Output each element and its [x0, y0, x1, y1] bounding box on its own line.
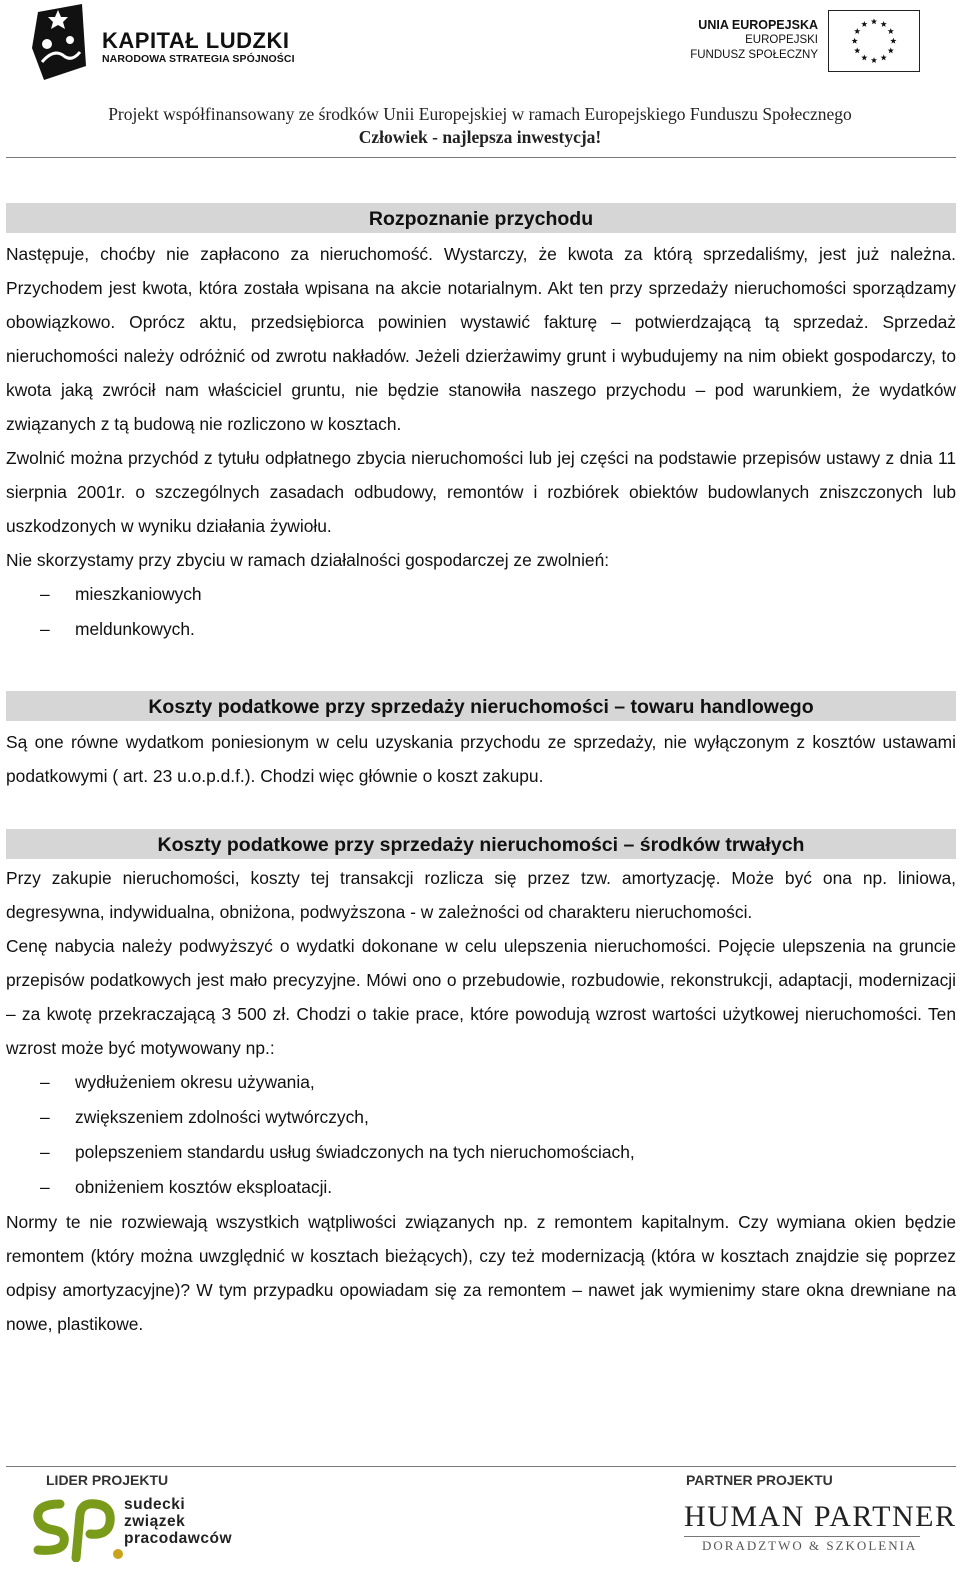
footer-divider	[6, 1466, 956, 1467]
sudecki-zwiazek-logo-icon	[30, 1494, 126, 1562]
logo-subtitle: NARODOWA STRATEGIA SPÓJNOŚCI	[102, 53, 295, 65]
dash-bullet-icon: –	[40, 1177, 50, 1197]
paragraph: Normy te nie rozwiewają wszystkich wątpliwości związanych np. z remontem kapitalnym. Czy wymiana okien będzie remontem (który można uwzględnić w kosztach bieżących), czy też modernizacją (która w kosztach znajdzie się poprzez odpisy amortyzacyjne)? W tym przypadku opowiadam się za remontem – nawet jak wymienimy stare okna drewniane na nowe, plastikowe.	[6, 1212, 956, 1334]
leader-label: LIDER PROJEKTU	[46, 1472, 169, 1488]
section-heading-goods: Koszty podatkowe przy sprzedaży nieruchomości – towaru handlowego	[6, 691, 956, 721]
eu-star-icon	[888, 47, 894, 53]
list-item-text: mieszkaniowych	[75, 584, 202, 604]
eu-star-icon	[854, 28, 860, 34]
partner-name: HUMAN PARTNER	[684, 1500, 957, 1533]
eu-star-icon	[861, 54, 867, 60]
eu-star-icon	[881, 21, 887, 27]
list-item-text: zwiększeniem zdolności wytwórczych,	[75, 1107, 369, 1127]
paragraph: Cenę nabycia należy podwyższyć o wydatki dokonane w celu ulepszenia nieruchomości. Pojęcie ulepszenia na gruncie przepisów podatkowych jest mało precyzyjne. Mówi ono o przebudowie, rozbudowie, rekonstrukcji, adaptacji, modernizacji – za kwotę przekraczającą 3 500 zł. Chodzi o takie prace, które powodują wzrost wartości użytkowej nieruchomości. Ten wzrost może być motywowany np.:	[6, 936, 956, 1058]
paragraph: Zwolnić można przychód z tytułu odpłatnego zbycia nieruchomości lub jej części na podstawie przepisów ustawy z dnia 11 sierpnia 2001r. o szczególnych zasadach odbudowy, remontów i rozbiórek obiektów budowlanych zniszczonych lub uszkodzonych w wyniku działania żywiołu.	[6, 448, 956, 536]
document-body	[6, 203, 956, 1341]
project-slogan: Człowiek - najlepsza inwestycja!	[358, 127, 602, 147]
list-item-text: meldunkowych.	[75, 619, 195, 639]
list-item	[6, 1170, 956, 1205]
paragraph: Nie skorzystamy przy zbyciu w ramach działalności gospodarczej ze zwolnień:	[6, 550, 610, 570]
section-heading-revenue: Rozpoznanie przychodu	[6, 203, 956, 233]
dash-bullet-icon: –	[40, 1142, 50, 1162]
eu-star-icon	[861, 21, 867, 27]
kapital-ludzki-logo-icon	[30, 4, 90, 80]
list-item-text: polepszeniem standardu usług świadczonych na tych nieruchomościach,	[75, 1142, 635, 1162]
improvement-list	[6, 1065, 956, 1205]
eu-star-icon	[881, 54, 887, 60]
eu-star-icon	[890, 38, 896, 44]
paragraph: Przy zakupie nieruchomości, koszty tej transakcji rozlicza się przez tzw. amortyzację. Może być ona np. liniowa, degresywna, indywidualna, obniżona, podwyższona - w zależności od charakteru nieruchomości.	[6, 868, 956, 922]
paragraph: Następuje, choćby nie zapłacono za nieruchomość. Wystarczy, że kwota za którą sprzedaliśmy, jest już należna. Przychodem jest kwota, która została wpisana na akcie notarialnym. Akt ten przy sprzedaży nieruchomości sporządzamy obowiązkowo. Oprócz aktu, przedsiębiorca powinien wystawić fakturę – potwierdzającą tą sprzedaż. Sprzedaż nieruchomości należy odróżnić od zwrotu nakładów. Jeżeli dzierżawimy grunt i wybudujemy na nim obiekt gospodarczy, to kwota jaką zwrócił nam właściciel gruntu, nie będzie stanowiła naszego przychodu – pod warunkiem, że wydatków związanych z tą budową nie rozliczono w kosztach.	[6, 244, 956, 434]
eu-star-icon	[854, 47, 860, 53]
eu-star-icon	[888, 28, 894, 34]
paragraph: Są one równe wydatkom poniesionym w celu uzyskania przychodu ze sprzedaży, nie wyłączonym z kosztów ustawami podatkowymi ( art. 23 u.o.p.d.f.). Chodzi więc głównie o koszt zakupu.	[6, 732, 956, 786]
partner-tagline: DORADZTWO & SZKOLENIA	[702, 1538, 918, 1553]
list-item-text: wydłużeniem okresu używania,	[75, 1072, 315, 1092]
leader-name-line: pracodawców	[124, 1530, 232, 1547]
list-item	[6, 612, 956, 647]
eu-line-3: FUNDUSZ SPOŁECZNY	[690, 49, 818, 61]
list-item	[6, 1100, 956, 1135]
dash-bullet-icon: –	[40, 619, 50, 639]
section-heading-fixed-assets: Koszty podatkowe przy sprzedaży nieruchomości – środków trwałych	[6, 829, 956, 859]
project-cofinancing-line: Projekt współfinansowany ze środków Unii Europejskiej w ramach Europejskiego Funduszu Społecznego	[108, 104, 852, 124]
eu-star-icon	[871, 57, 877, 63]
logo-title: KAPITAŁ LUDZKI	[102, 28, 290, 53]
list-item	[6, 577, 956, 612]
exemption-list	[6, 577, 956, 647]
eu-flag-icon	[828, 10, 920, 72]
list-item	[6, 1135, 956, 1170]
list-item	[6, 1065, 956, 1100]
page-header	[0, 0, 960, 160]
dash-bullet-icon: –	[40, 1107, 50, 1127]
eu-star-icon	[871, 18, 877, 24]
eu-line-1: UNIA EUROPEJSKA	[698, 18, 818, 32]
dash-bullet-icon: –	[40, 584, 50, 604]
eu-line-2: EUROPEJSKI	[745, 34, 818, 46]
leader-name-line: związek	[124, 1513, 186, 1530]
partner-label: PARTNER PROJEKTU	[686, 1472, 833, 1488]
eu-text-block	[690, 18, 818, 63]
leader-name	[124, 1496, 232, 1547]
header-divider	[6, 157, 956, 158]
dash-bullet-icon: –	[40, 1072, 50, 1092]
leader-name-line: sudecki	[124, 1496, 186, 1513]
eu-star-icon	[852, 38, 858, 44]
partner-underline	[684, 1536, 920, 1537]
list-item-text: obniżeniem kosztów eksploatacji.	[75, 1177, 333, 1197]
